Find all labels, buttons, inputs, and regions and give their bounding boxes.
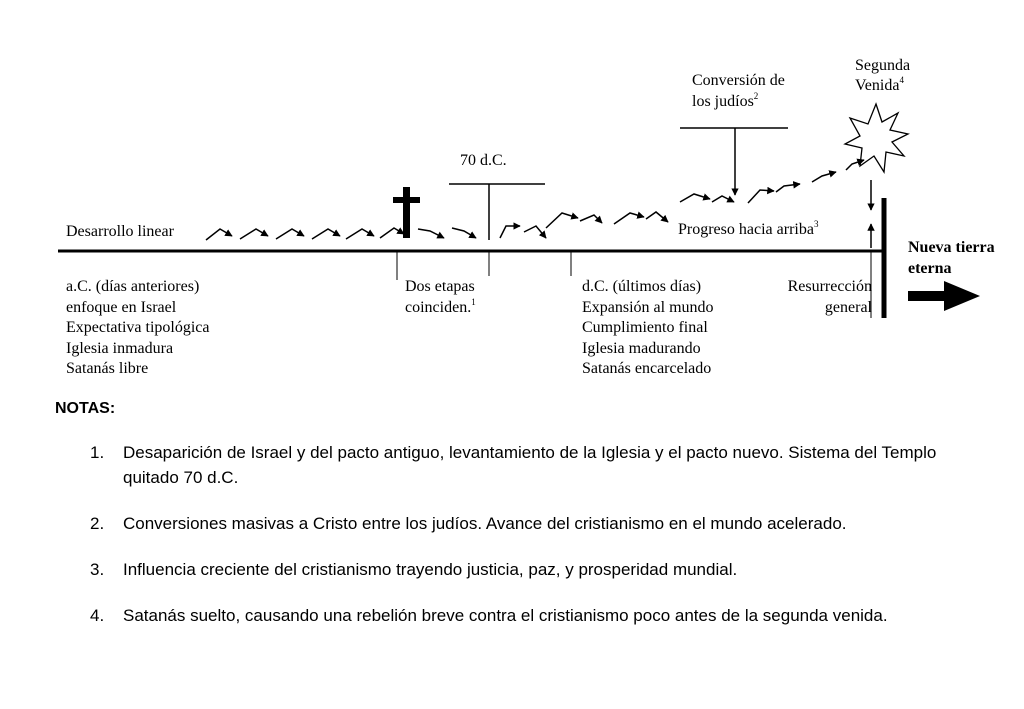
note-number: 1. xyxy=(90,443,105,462)
new-earth-label xyxy=(908,237,995,279)
ad-column-line: Cumplimiento final xyxy=(582,319,708,336)
linear-development-label: Desarrollo linear xyxy=(66,223,174,240)
conversion-label-line1: Conversión de xyxy=(692,72,785,89)
new-earth-label-line1: Nueva tierra xyxy=(908,239,995,256)
ad-column-line: d.C. (últimos días) xyxy=(582,278,702,295)
note-item xyxy=(90,557,970,582)
bc-column-line: Iglesia inmadura xyxy=(66,339,174,357)
notes-title: NOTAS: xyxy=(55,400,116,417)
note-item xyxy=(90,511,970,536)
two-stages-line1: Dos etapas xyxy=(405,278,475,295)
conversion-label-line2: los judíos xyxy=(692,93,754,110)
seventy-ad-label: 70 d.C. xyxy=(460,152,507,169)
note-number: 2. xyxy=(90,514,105,533)
bc-column-line: a.C. (días anteriores) xyxy=(66,278,200,295)
resurrection-line1: Resurrección xyxy=(787,278,872,295)
upward-progress-text: Progreso hacia arriba xyxy=(678,221,814,238)
note-text: Satanás suelto, causando una rebelión breve contra el cristianismo poco antes de la segunda venida. xyxy=(123,606,888,625)
explosion-star-icon xyxy=(845,104,908,172)
footnote-4-marker: 4 xyxy=(899,75,904,85)
resurrection-line2: general xyxy=(824,298,872,316)
right-arrow-icon xyxy=(908,281,980,311)
note-text: Conversiones masivas a Cristo entre los judíos. Avance del cristianismo en el mundo acelerado. xyxy=(123,514,847,533)
footnote-2-marker: 2 xyxy=(753,91,759,101)
bc-column-line: Satanás libre xyxy=(66,360,149,377)
note-number: 4. xyxy=(90,606,105,625)
two-stages-label xyxy=(405,277,476,318)
resurrection-label xyxy=(768,277,872,318)
ad-column-line: Satanás encarcelado xyxy=(582,360,712,377)
second-coming-label-line2: Venida xyxy=(855,77,900,94)
notes-list xyxy=(90,440,970,649)
bc-column xyxy=(66,277,210,380)
two-stages-line2: coinciden. xyxy=(405,298,472,316)
note-number: 3. xyxy=(90,560,105,579)
conversion-label xyxy=(692,70,785,112)
second-coming-label-line1: Segunda xyxy=(855,57,911,74)
second-coming-label xyxy=(855,56,910,96)
upward-progress-label xyxy=(678,220,818,240)
new-earth-label-line2: eterna xyxy=(908,260,952,277)
bc-column-line: Expectativa tipológica xyxy=(66,319,210,336)
footnote-3-marker: 3 xyxy=(813,219,819,229)
bc-column-line: enfoque en Israel xyxy=(66,298,177,316)
ad-column-line: Iglesia madurando xyxy=(582,339,701,357)
ad-column-line: Expansión al mundo xyxy=(582,298,714,316)
note-text: Influencia creciente del cristianismo trayendo justicia, paz, y prosperidad mundial. xyxy=(123,560,738,579)
note-item xyxy=(90,603,970,628)
footnote-1-marker: 1 xyxy=(471,296,476,307)
note-item xyxy=(90,440,970,490)
ad-column xyxy=(582,277,714,380)
note-text: Desaparición de Israel y del pacto antiguo, levantamiento de la Iglesia y el pacto nuevo. Sistema del Templo quitado 70 d.C. xyxy=(123,443,937,487)
